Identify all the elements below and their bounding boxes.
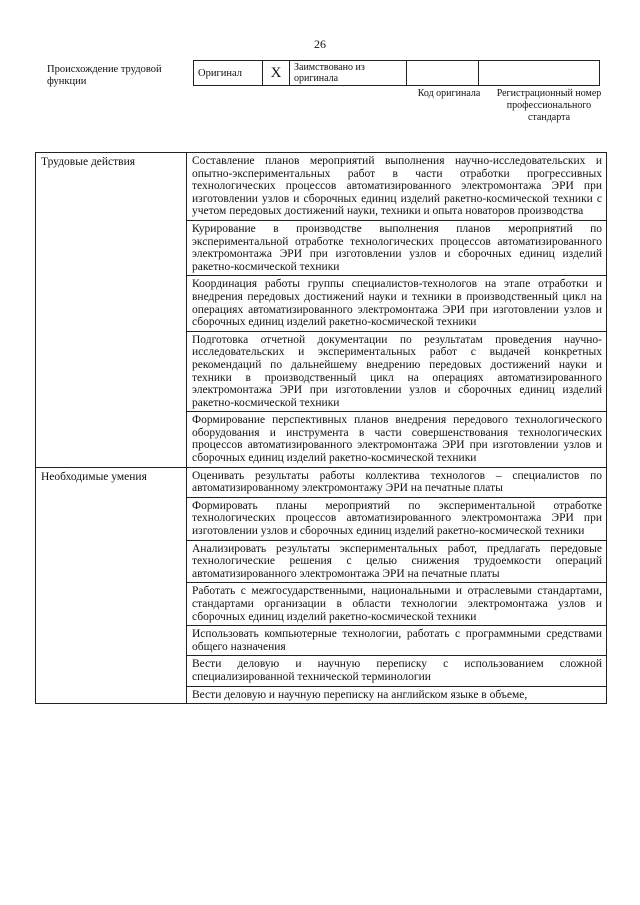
list-item: Координация работы группы специалистов-технологов на этапе отработки и внедрения передовых достижений науки и техники в производственный цикл на операциях автоматизированного электромонтажа ЭРИ при изготовлении узлов и сборочных единиц изделий ракетно-космической техники	[187, 276, 607, 331]
origin-row	[194, 61, 600, 86]
borrowed-cell: Заимствовано из оригинала	[290, 61, 407, 86]
registration-number-cell	[479, 61, 600, 86]
original-cell: Оригинал	[194, 61, 263, 86]
list-item: Формировать планы мероприятий по экспериментальной отработке технологических процессов автоматизированного электромонтажа ЭРИ при изготовлении узлов и сборочных единиц изделий ракетно-космической техники	[187, 497, 607, 540]
list-item: Формирование перспективных планов внедрения передового технологического оборудования и инструмента в части совершенствования технологических процессов автоматизированного электромонтажа ЭРИ при изготовлении узлов и сборочных единиц изделий ракетно-космической техники	[187, 412, 607, 467]
list-item: Работать с межгосударственными, национальными и отраслевыми стандартами, стандартами организации в области технологии электромонтажа узлов и сборочных единиц изделий ракетно-космической техники	[187, 583, 607, 626]
function-table	[35, 152, 607, 704]
list-item: Анализировать результаты экспериментальных работ, предлагать передовые технологические решения с целью снижения трудоемкости операций автоматизированного электромонтажа ЭРИ на печатные платы	[187, 540, 607, 583]
list-item: Вести деловую и научную переписку с использованием сложной специализированной технической терминологии	[187, 656, 607, 686]
registration-number-caption: Регистрационный номер профессионального стандарта	[496, 88, 602, 123]
original-mark: X	[263, 61, 290, 86]
original-code-cell	[407, 61, 479, 86]
origin-table	[193, 60, 600, 86]
table-row	[36, 153, 607, 221]
list-item: Составление планов мероприятий выполнения научно-исследовательских и опытно-экспериментальных работ в части отработки прогрессивных технологических процессов автоматизированного электромонтажа ЭРИ при изготовлении узлов и сборочных единиц изделий ракетно-космической техники с учетом передовых достижений науки, техники и опыта новаторов производства	[187, 153, 607, 221]
section-label-labor-actions: Трудовые действия	[36, 153, 187, 468]
section-label-required-skills: Необходимые умения	[36, 467, 187, 704]
list-item: Курирование в производстве выполнения планов мероприятий по экспериментальной отработке технологических процессов автоматизированного электромонтажа ЭРИ при изготовлении узлов и сборочных единиц изделий ракетно-космической техники	[187, 220, 607, 275]
list-item: Подготовка отчетной документации по результатам проведения научно-исследовательских и экспериментальных работ с выдачей конкретных рекомендаций по дальнейшему внедрению передовых достижений науки и техники в производственный цикл на операциях автоматизированного электромонтажа ЭРИ при изготовлении узлов и сборочных единиц изделий ракетно-космической техники	[187, 331, 607, 412]
list-item: Вести деловую и научную переписку на английском языке в объеме,	[187, 686, 607, 704]
page-number: 26	[314, 37, 326, 51]
original-code-caption: Код оригинала	[417, 88, 481, 99]
list-item: Оценивать результаты работы коллектива технологов – специалистов по автоматизированному электромонтажу ЭРИ на печатные платы	[187, 467, 607, 497]
table-row	[36, 467, 607, 497]
list-item: Использовать компьютерные технологии, работать с программными средствами общего назначения	[187, 626, 607, 656]
origin-label: Происхождение трудовой функции	[47, 64, 162, 87]
